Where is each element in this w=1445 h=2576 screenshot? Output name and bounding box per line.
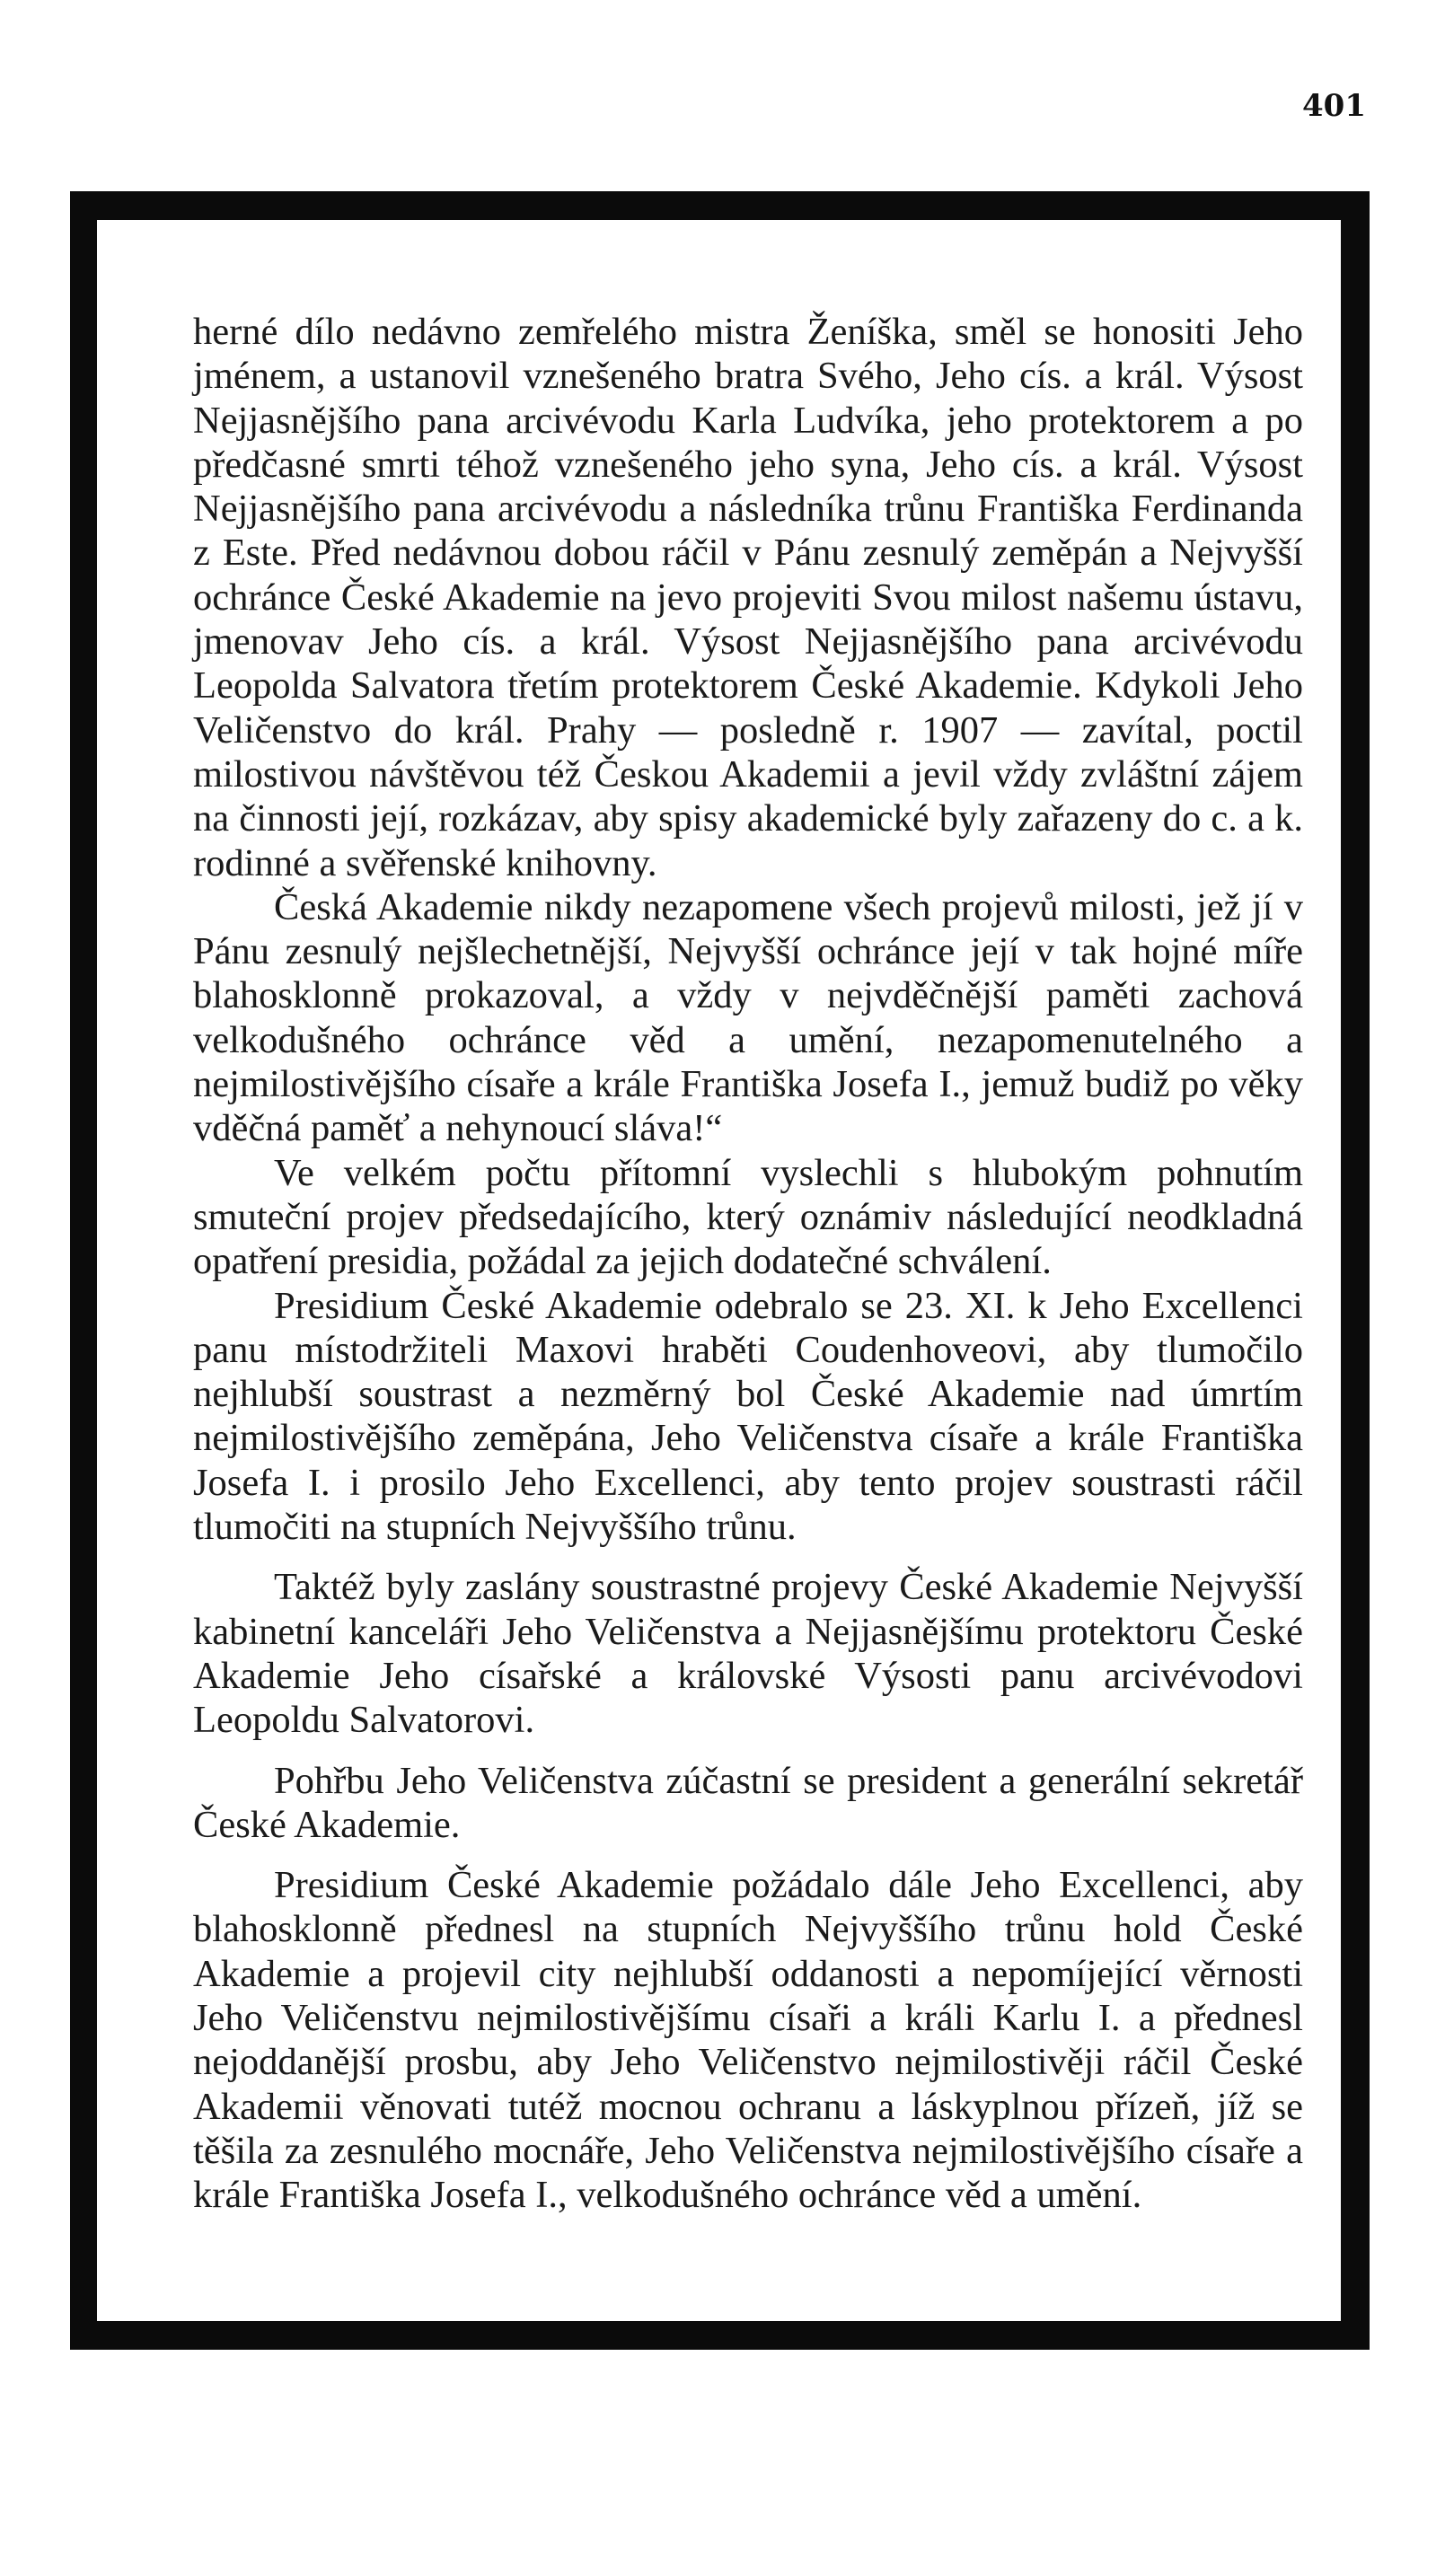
page-number: 401 [1302, 88, 1366, 124]
paragraph: Presidium České Akademie požádalo dále Jeho Excellenci, aby blahosklonně přednesl na stupních Nejvyššího trůnu hold České Akademie a projevil city nejhlubší oddanosti a nepomíjející věrnosti Jeho Veličenstvu nejmilostivějšímu císaři a králi Karlu I. a přednesl nejoddanější prosbu, aby Jeho Veličenstvo nejmilostivěji ráčil České Akademii věnovati tutéž mocnou ochranu a láskyplnou přízeň, jíž se těšila za zesnulého mocnáře, Jeho Veličenstva nejmilostivějšího císaře a krále Františka Josefa I., velkodušného ochránce věd a umění. [193, 1864, 1303, 2217]
paragraph: Česká Akademie nikdy nezapomene všech projevů milosti, jež jí v Pánu zesnulý nejšlechetnější, Nejvyšší ochránce její v tak hojné míře blahosklonně prokazoval, a vždy v nejvděčnější paměti zachová velkodušného ochránce věd a umění, nezapomenutelného a nejmilostivějšího císaře a krále Františka Josefa I., jemuž budiž po věky vděčná paměť a nehynoucí sláva!“ [193, 885, 1303, 1150]
paragraph: Presidium České Akademie odebralo se 23. XI. k Jeho Excellenci panu místodržiteli Maxovi hraběti Coudenhoveovi, aby tlumočilo nejhlubší soustrast a nezměrný bol České Akademie nad úmrtím nejmilostivějšího zeměpána, Jeho Veličenstva císaře a krále Františka Josefa I. i prosilo Jeho Excellenci, aby tento projev soustrasti ráčil tlumočiti na stupních Nejvyššího trůnu. [193, 1284, 1303, 1549]
paragraph: Ve velkém počtu přítomní vyslechli s hlubokým pohnutím smuteční projev předsedajícího, který oznámiv následující neodkladná opatření presidia, požádal za jejich dodatečné schválení. [193, 1151, 1303, 1283]
paragraph: herné dílo nedávno zemřelého mistra Ženíška, směl se honositi Jeho jménem, a ustanovil vznešeného bratra Svého, Jeho cís. a král. Výsost Nejjasnějšího pana arcivévodu Karla Ludvíka, jeho protektorem a po předčasné smrti téhož vznešeného jeho syna, Jeho cís. a král. Výsost Nejjasnějšího pana arcivévodu a následníka trůnu Františka Ferdinanda z Este. Před nedávnou dobou ráčil v Pánu zesnulý zeměpán a Nejvyšší ochránce České Akademie na jevo projeviti Svou milost našemu ústavu, jmenovav Jeho cís. a král. Výsost Nejjasnějšího pana arcivévodu Leopolda Salvatora třetím protektorem České Akademie. Kdykoli Jeho Veličenstvo do král. Prahy — posledně r. 1907 — zavítal, poctil milostivou návštěvou též Českou Akademii a jevil vždy zvláštní zájem na činnosti její, rozkázav, aby spisy akademické byly zařazeny do c. a k. rodinné a svěřenské knihovny. [193, 311, 1303, 884]
paragraph: Taktéž byly zaslány soustrastné projevy České Akademie Nejvyšší kabinetní kanceláři Jeho Veličenstva a Nejjasnějšímu protektoru České Akademie Jeho císařské a královské Výsosti panu arcivévodovi Leopoldu Salvatorovi. [193, 1566, 1303, 1742]
paragraph: Pohřbu Jeho Veličenstva zúčastní se president a generální sekretář České Akademie. [193, 1759, 1303, 1846]
text-column [193, 310, 1303, 2217]
mourning-border [70, 191, 1370, 2350]
